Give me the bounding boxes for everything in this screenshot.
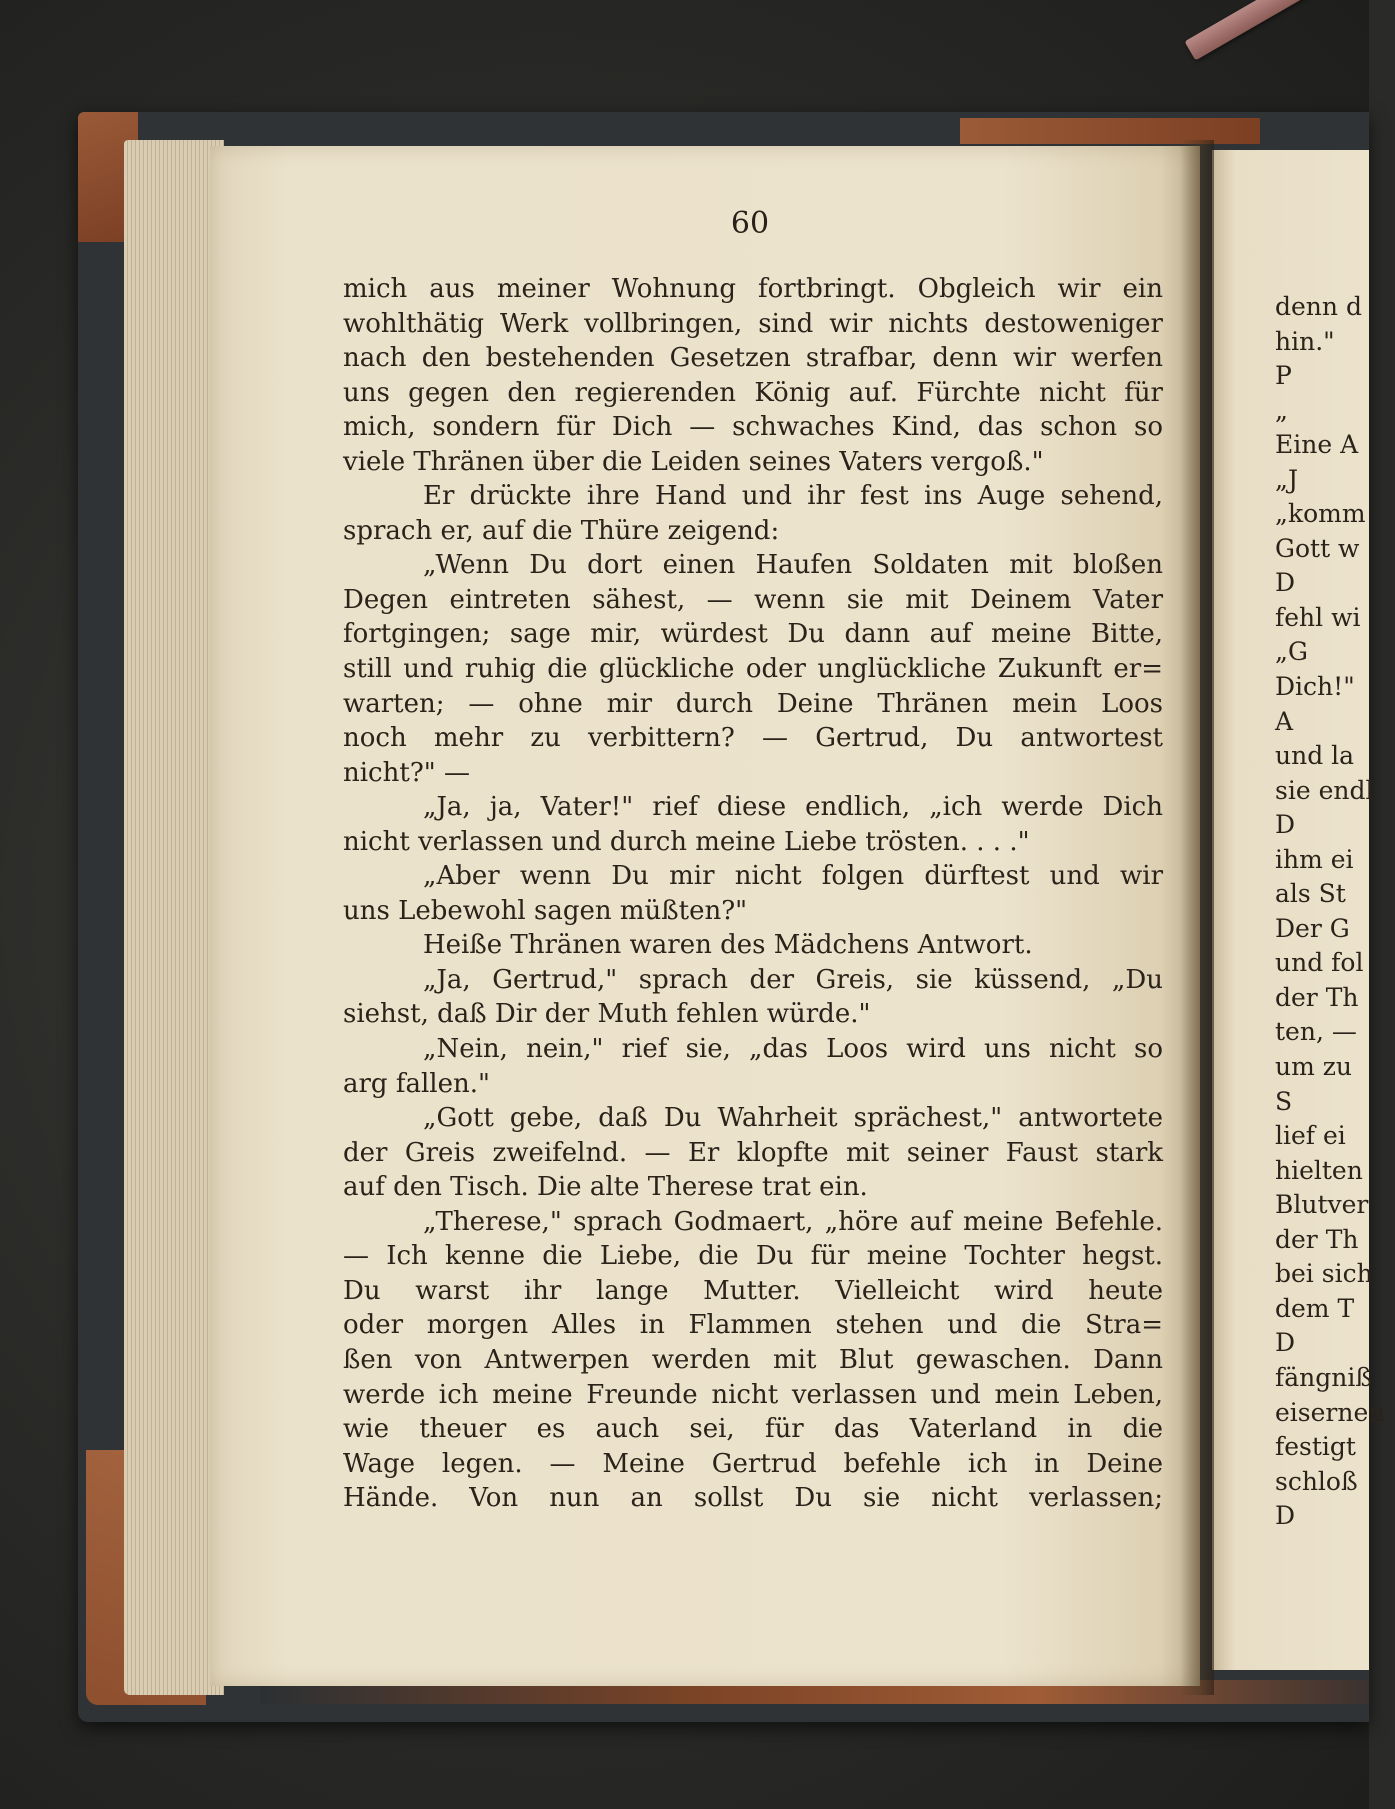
text-fragment: ihm ei bbox=[1275, 844, 1354, 874]
text-line: mich, sondern für Dich — schwaches Kind, das schon so bbox=[343, 412, 1163, 443]
text-line: uns Lebewohl sagen müßten?" bbox=[343, 895, 748, 926]
text-line: nicht?" — bbox=[343, 757, 470, 788]
text-line: viele Thränen über die Leiden seines Vaters vergoß." bbox=[343, 446, 1044, 477]
text-line: mich aus meiner Wohnung fortbringt. Obgleich wir ein bbox=[343, 274, 1163, 304]
text-line: sprach er, auf die Thüre zeigend: bbox=[343, 515, 780, 546]
text-line: „Wenn Du dort einen Haufen Soldaten mit bloßen bbox=[423, 550, 1163, 581]
text-line: uns gegen den regierenden König auf. Fürchte nicht für bbox=[343, 377, 1163, 408]
text-fragment: denn d bbox=[1275, 292, 1362, 321]
text-fragment: ten, — bbox=[1275, 1017, 1357, 1047]
text-fragment: Gott w bbox=[1275, 533, 1360, 563]
text-fragment: als St bbox=[1275, 879, 1346, 909]
text-line: wohlthätig Werk vollbringen, sind wir nichts destoweniger bbox=[343, 308, 1163, 339]
text-fragment: der Th bbox=[1275, 982, 1359, 1012]
text-line: fortgingen; sage mir, würdest Du dann auf meine Bitte, bbox=[343, 619, 1163, 650]
text-line: werde ich meine Freunde nicht verlassen und mein Leben, bbox=[343, 1379, 1163, 1410]
text-fragment: festigt bbox=[1275, 1432, 1356, 1462]
text-fragment: A bbox=[1275, 706, 1294, 736]
text-line: — Ich kenne die Liebe, die Du für meine Tochter hegst. bbox=[343, 1241, 1163, 1272]
text-fragment: „komm bbox=[1275, 499, 1366, 529]
text-line: Degen eintreten sähest, — wenn sie mit Deinem Vater bbox=[343, 584, 1163, 615]
text-line: nach den bestehenden Gesetzen strafbar, denn wir werfen bbox=[343, 343, 1163, 374]
text-line: wie theuer es auch sei, für das Vaterland in die bbox=[343, 1414, 1163, 1445]
text-line: „Therese," sprach Godmaert, „höre auf meine Befehle. bbox=[423, 1206, 1163, 1237]
text-line: Wage legen. — Meine Gertrud befehle ich in Deine bbox=[343, 1448, 1163, 1479]
text-line: noch mehr zu verbittern? — Gertrud, Du antwortest bbox=[343, 723, 1163, 754]
text-line: arg fallen." bbox=[343, 1068, 490, 1099]
text-line: siehst, daß Dir der Muth fehlen würde." bbox=[343, 999, 871, 1030]
text-fragment: lief ei bbox=[1275, 1121, 1346, 1151]
text-fragment: S bbox=[1275, 1086, 1293, 1116]
text-fragment: hin." bbox=[1275, 326, 1335, 356]
text-line: Du warst ihr lange Mutter. Vielleicht wird heute bbox=[343, 1275, 1163, 1306]
text-fragment: Blutver bbox=[1275, 1190, 1369, 1220]
text-fragment: und fol bbox=[1275, 948, 1364, 978]
text-fragment: hielten bbox=[1275, 1155, 1363, 1185]
text-line: warten; — ohne mir durch Deine Thränen mein Loos bbox=[343, 688, 1163, 719]
cover-spine-top bbox=[960, 118, 1260, 144]
text-fragment: D bbox=[1275, 1501, 1296, 1531]
text-fragment: sie endl bbox=[1275, 775, 1374, 805]
text-line: Hände. Von nun an sollst Du sie nicht verlassen; bbox=[343, 1483, 1163, 1514]
text-line: nicht verlassen und durch meine Liebe trösten. . . ." bbox=[343, 826, 1030, 857]
text-line: „Aber wenn Du mir nicht folgen dürftest und wir bbox=[423, 861, 1163, 892]
text-line: still und ruhig die glückliche oder unglückliche Zukunft er= bbox=[343, 654, 1163, 685]
text-fragment: schloß bbox=[1275, 1466, 1358, 1496]
text-line: „Ja, ja, Vater!" rief diese endlich, „ich werde Dich bbox=[423, 792, 1163, 823]
text-fragment: Eine A bbox=[1275, 430, 1359, 460]
text-fragment: D bbox=[1275, 1328, 1296, 1358]
text-line: oder morgen Alles in Flammen stehen und die Stra= bbox=[343, 1310, 1163, 1341]
text-fragment: D bbox=[1275, 810, 1296, 840]
text-fragment: der Th bbox=[1275, 1224, 1359, 1254]
text-fragment: „ bbox=[1275, 395, 1288, 425]
text-fragment: um zu bbox=[1275, 1052, 1353, 1082]
text-fragment: eisernen bbox=[1275, 1397, 1385, 1427]
left-page-text bbox=[343, 272, 1163, 1516]
text-line: ßen von Antwerpen werden mit Blut gewaschen. Dann bbox=[343, 1344, 1163, 1375]
text-fragment: fängniß bbox=[1275, 1362, 1373, 1392]
text-line: auf den Tisch. Die alte Therese trat ein. bbox=[343, 1172, 868, 1203]
text-line: „Nein, nein," rief sie, „das Loos wird uns nicht so bbox=[423, 1034, 1163, 1065]
right-page-text-fragments bbox=[1275, 290, 1385, 1534]
text-fragment: P bbox=[1275, 361, 1292, 391]
text-line: „Ja, Gertrud," sprach der Greis, sie küssend, „Du bbox=[423, 964, 1163, 995]
text-fragment: D bbox=[1275, 568, 1296, 598]
text-line: der Greis zweifelnd. — Er klopfte mit seiner Faust stark bbox=[343, 1137, 1163, 1168]
text-fragment: und la bbox=[1275, 741, 1355, 771]
text-fragment: „G bbox=[1275, 637, 1308, 667]
book-gutter bbox=[1180, 140, 1214, 1695]
text-fragment: Der G bbox=[1275, 913, 1350, 943]
text-fragment: fehl wi bbox=[1275, 602, 1361, 632]
text-fragment: Dich!" bbox=[1275, 672, 1355, 702]
page-edges bbox=[124, 140, 224, 1695]
text-line: Heiße Thränen waren des Mädchens Antwort. bbox=[423, 930, 1033, 961]
text-fragment: dem T bbox=[1275, 1293, 1355, 1323]
text-line: „Gott gebe, daß Du Wahrheit sprächest," antwortete bbox=[423, 1103, 1163, 1134]
text-line: Er drückte ihre Hand und ihr fest ins Auge sehend, bbox=[423, 481, 1163, 512]
page-number: 60 bbox=[730, 206, 770, 241]
text-fragment: bei sich bbox=[1275, 1259, 1373, 1289]
text-fragment: „J bbox=[1275, 464, 1298, 494]
